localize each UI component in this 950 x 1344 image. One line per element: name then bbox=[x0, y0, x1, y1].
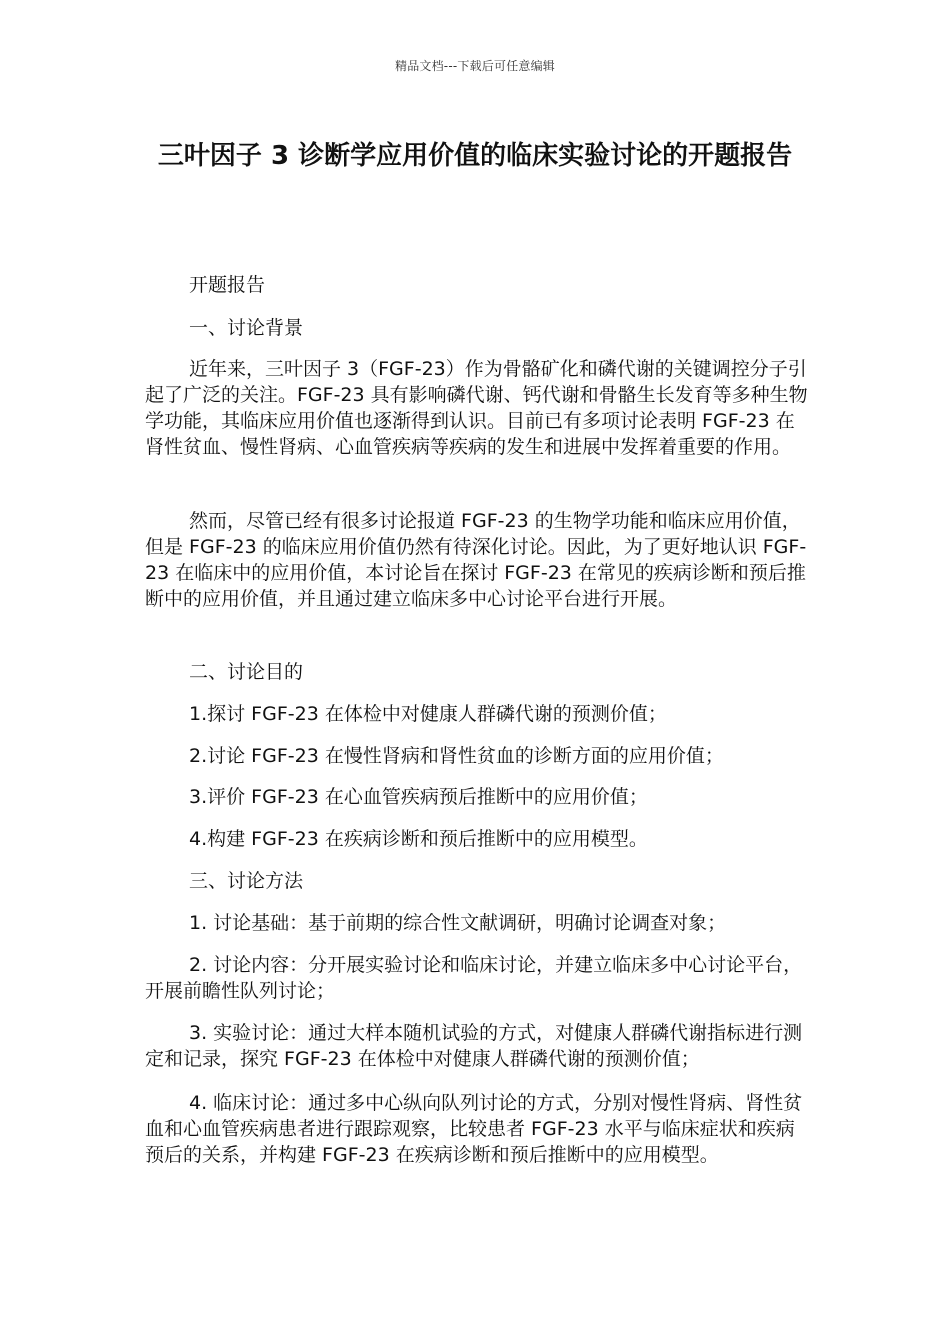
header-note: 精品文档---下载后可任意编辑 bbox=[395, 59, 555, 73]
paragraph-background-2: 然而，尽管已经有很多讨论报道 FGF-23 的生物学功能和临床应用价值，但是 FGF-23 的临床应用价值仍然有待深化讨论。因此，为了更好地认识 FGF-23 在临床中的应用价值，本讨论旨在探讨 FGF-23 在常见的疾病诊断和预后推断中的应用价值，并且通过建立临床多中心讨论平台进行开展。 bbox=[145, 510, 807, 610]
purpose-item-4: 4.构建 FGF-23 在疾病诊断和预后推断中的应用模型。 bbox=[189, 828, 648, 850]
method-item-4: 4. 临床讨论：通过多中心纵向队列讨论的方式，分别对慢性肾病、肾性贫血和心血管疾病患者进行跟踪观察，比较患者 FGF-23 水平与临床症状和疾病预后的关系，并构建 FGF-23 在疾病诊断和预后推断中的应用模型。 bbox=[145, 1092, 803, 1166]
heading-background: 一、讨论背景 bbox=[189, 317, 304, 339]
purpose-item-1: 1.探讨 FGF-23 在体检中对健康人群磷代谢的预测价值； bbox=[189, 703, 667, 725]
heading-methods: 三、讨论方法 bbox=[189, 870, 304, 892]
document-title: 三叶因子 3 诊断学应用价值的临床实验讨论的开题报告 bbox=[157, 141, 793, 171]
purpose-item-2: 2.讨论 FGF-23 在慢性肾病和肾性贫血的诊断方面的应用价值； bbox=[189, 745, 724, 767]
heading-purpose: 二、讨论目的 bbox=[189, 661, 304, 683]
method-item-1: 1. 讨论基础：基于前期的综合性文献调研，明确讨论调查对象； bbox=[189, 912, 727, 934]
paragraph-background-1: 近年来，三叶因子 3（FGF-23）作为骨骼矿化和磷代谢的关键调控分子引起了广泛的关注。FGF-23 具有影响磷代谢、钙代谢和骨骼生长发育等多种生物学功能，其临床应用价值也逐渐得到认识。目前已有多项讨论表明 FGF-23 在肾性贫血、慢性肾病、心血管疾病等疾病的发生和进展中发挥着重要的作用。 bbox=[145, 358, 808, 458]
purpose-item-3: 3.评价 FGF-23 在心血管疾病预后推断中的应用价值； bbox=[189, 786, 648, 808]
method-item-3: 3. 实验讨论：通过大样本随机试验的方式，对健康人群磷代谢指标进行测定和记录，探究 FGF-23 在体检中对健康人群磷代谢的预测价值； bbox=[145, 1022, 803, 1070]
method-item-2: 2. 讨论内容：分开展实验讨论和临床讨论，并建立临床多中心讨论平台，开展前瞻性队列讨论； bbox=[145, 954, 803, 1002]
section-label: 开题报告 bbox=[189, 274, 266, 296]
